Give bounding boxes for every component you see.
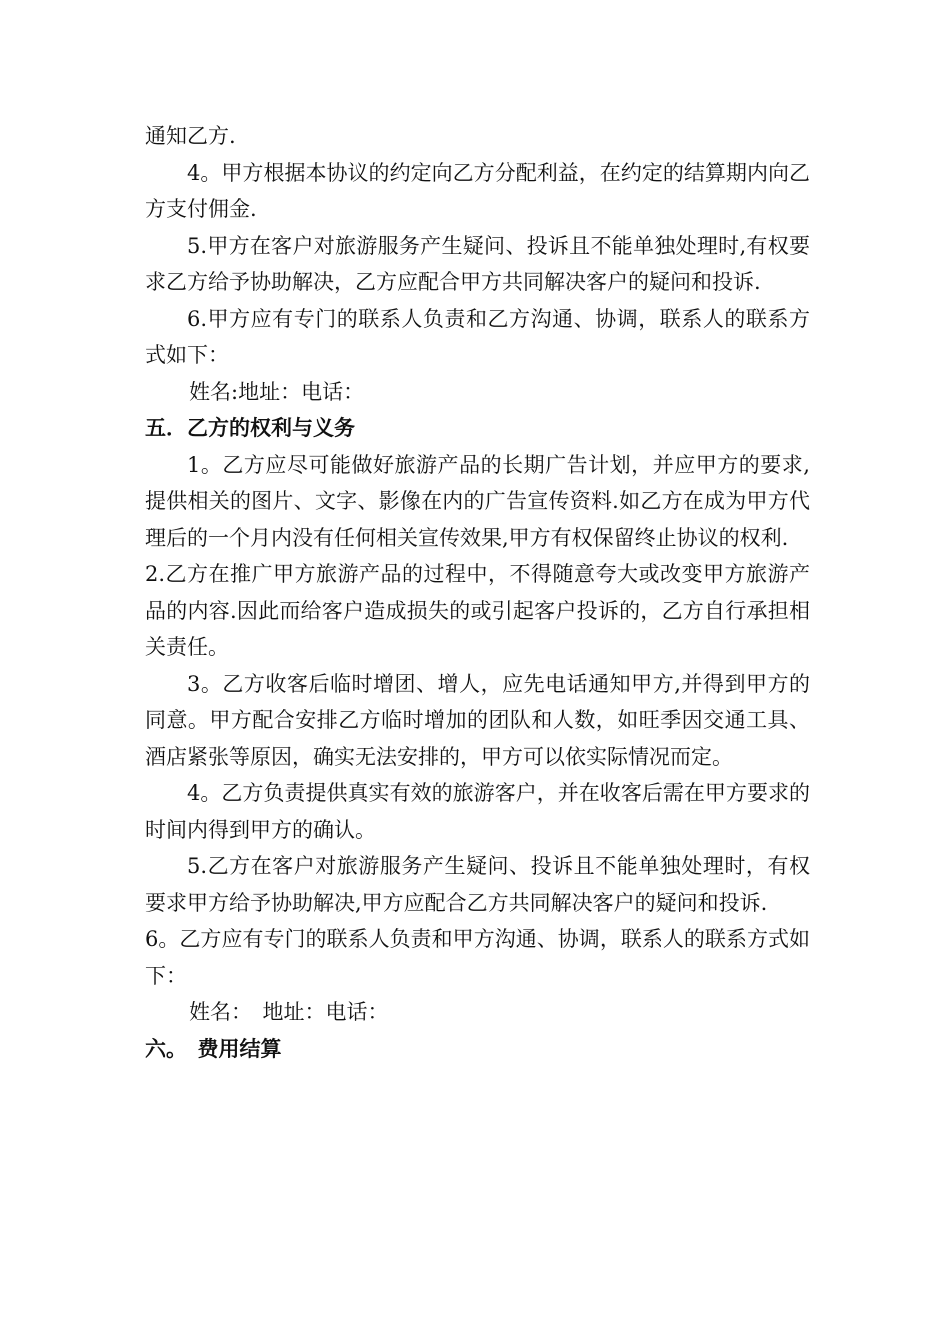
paragraph-party-a-4: 4。甲方根据本协议的约定向乙方分配利益，在约定的结算期内向乙方支付佣金. [145, 160, 810, 221]
contact-line-party-b: 姓名： 地址：电话： [189, 1000, 389, 1024]
contact-line-party-a: 姓名:地址：电话： [189, 379, 365, 404]
paragraph-party-b-6: 6。乙方应有专门的联系人负责和甲方沟通、协调，联系人的联系方式如下： [145, 927, 810, 988]
paragraph-party-b-2: 2.乙方在推广甲方旅游产品的过程中，不得随意夸大或改变甲方旅游产品的内容.因此而给客户造成损失的或引起客户投诉的，乙方自行承担相关责任。 [145, 562, 810, 659]
document-body [145, 118, 810, 1067]
paragraph-continuation: 通知乙方. [145, 124, 236, 148]
paragraph-party-b-1: 1。乙方应尽可能做好旅游产品的长期广告计划，并应甲方的要求,提供相关的图片、文字、影像在内的广告宣传资料.如乙方在成为甲方代理后的一个月内没有任何相关宣传效果,甲方有权保留终止协议的权利. [145, 452, 810, 550]
paragraph-party-b-5: 5.乙方在客户对旅游服务产生疑问、投诉且不能单独处理时，有权要求甲方给予协助解决,甲方应配合乙方共同解决客户的疑问和投诉. [145, 854, 810, 915]
section-heading-5: 五．乙方的权利与义务 [145, 416, 355, 440]
paragraph-party-b-3: 3。乙方收客后临时增团、增人，应先电话通知甲方,并得到甲方的同意。甲方配合安排乙方临时增加的团队和人数，如旺季因交通工具、酒店紧张等原因，确实无法安排的，甲方可以依实际情况而定。 [145, 671, 810, 769]
paragraph-party-a-6: 6.甲方应有专门的联系人负责和乙方沟通、协调，联系人的联系方式如下： [145, 306, 810, 367]
paragraph-party-b-4: 4。乙方负责提供真实有效的旅游客户，并在收客后需在甲方要求的时间内得到甲方的确认。 [145, 781, 810, 842]
paragraph-party-a-5: 5.甲方在客户对旅游服务产生疑问、投诉且不能单独处理时,有权要求乙方给予协助解决，乙方应配合甲方共同解决客户的疑问和投诉. [145, 233, 810, 294]
section-heading-6: 六。 费用结算 [145, 1036, 282, 1061]
